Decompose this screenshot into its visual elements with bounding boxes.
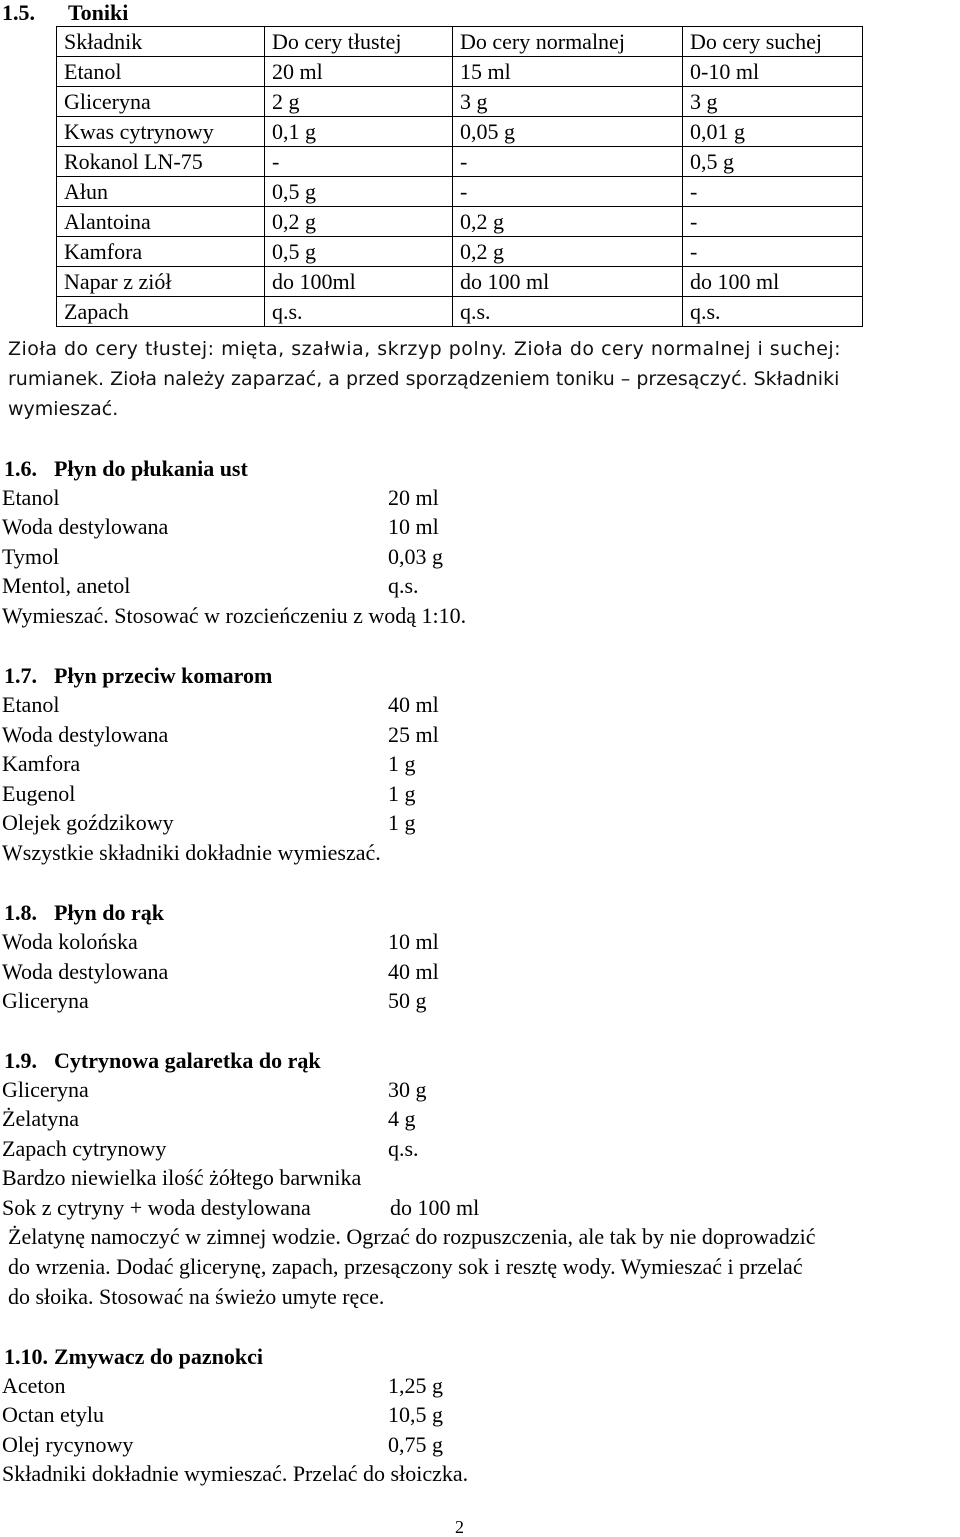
table-cell: Alantoina — [57, 207, 265, 237]
ingredient-name: Woda destylowana — [2, 959, 169, 984]
table-row — [57, 207, 863, 237]
ingredient-amount: 10 ml — [388, 514, 439, 539]
table-row — [57, 147, 863, 177]
table-cell: Kamfora — [57, 237, 265, 267]
ingredient-amount: 1 g — [388, 781, 416, 806]
table-cell: 3 g — [453, 87, 683, 117]
ingredient-name: Tymol — [2, 544, 60, 569]
section-note: Składniki dokładnie wymieszać. Przelać do słoiczka. — [2, 1461, 469, 1486]
ingredient-line: Bardzo niewielka ilość żółtego barwnika — [2, 1165, 362, 1190]
ingredient-amount: 50 g — [388, 988, 427, 1013]
ingredient-amount: 4 g — [388, 1106, 416, 1131]
toniki-note-line: Zioła do cery tłustej: mięta, szałwia, skrzyp polny. Zioła do cery normalnej i suchej: — [8, 338, 842, 360]
table-cell: do 100ml — [265, 267, 453, 297]
table-cell: Ałun — [57, 177, 265, 207]
ingredient-name: Gliceryna — [2, 988, 89, 1013]
table-row — [57, 297, 863, 327]
table-cell: - — [683, 207, 863, 237]
section-note-line: do wrzenia. Dodać glicerynę, zapach, przesączony sok i resztę wody. Wymieszać i przelać — [8, 1254, 803, 1279]
table-cell: 0,5 g — [265, 237, 453, 267]
section-1-7-number: 1.7. — [4, 663, 37, 688]
ingredient-name: Olejek goździkowy — [2, 810, 174, 835]
table-cell: Rokanol LN-75 — [57, 147, 265, 177]
table-cell: 0,2 g — [453, 207, 683, 237]
ingredient-name: Aceton — [2, 1373, 66, 1398]
ingredient-name: Gliceryna — [2, 1077, 89, 1102]
toniki-note-line: rumianek. Zioła należy zaparzać, a przed sporządzeniem toniku – przesączyć. Składniki — [8, 368, 840, 390]
table-cell: - — [265, 147, 453, 177]
table-header-cell: Do cery tłustej — [265, 27, 453, 57]
table-cell: 0,5 g — [683, 147, 863, 177]
ingredient-name: Żelatyna — [2, 1106, 79, 1131]
table-row — [57, 177, 863, 207]
table-row — [57, 117, 863, 147]
section-1-6-title: Płyn do płukania ust — [54, 456, 248, 481]
ingredient-amount: 1 g — [388, 810, 416, 835]
table-cell: 3 g — [683, 87, 863, 117]
ingredient-name: Sok z cytryny + woda destylowana — [2, 1195, 311, 1220]
table-cell: Napar z ziół — [57, 267, 265, 297]
section-1-8-title: Płyn do rąk — [54, 900, 165, 925]
table-cell: q.s. — [265, 297, 453, 327]
ingredient-name: Etanol — [2, 692, 60, 717]
toniki-table — [56, 26, 863, 327]
table-cell: 0,1 g — [265, 117, 453, 147]
table-cell: 15 ml — [453, 57, 683, 87]
section-1-9-number: 1.9. — [4, 1048, 37, 1073]
section-note-line: Żelatynę namoczyć w zimnej wodzie. Ogrzać do rozpuszczenia, ale tak by nie doprowadzić — [8, 1224, 816, 1249]
table-cell: 2 g — [265, 87, 453, 117]
table-cell: Etanol — [57, 57, 265, 87]
section-1-5-title: Toniki — [68, 0, 129, 25]
ingredient-amount: 40 ml — [388, 692, 439, 717]
table-header-row — [57, 27, 863, 57]
table-cell: 0,05 g — [453, 117, 683, 147]
table-cell: q.s. — [683, 297, 863, 327]
section-note: Wymieszać. Stosować w rozcieńczeniu z wodą 1:10. — [2, 603, 467, 628]
table-cell: - — [453, 147, 683, 177]
table-cell: q.s. — [453, 297, 683, 327]
ingredient-name: Zapach cytrynowy — [2, 1136, 167, 1161]
table-cell: 0-10 ml — [683, 57, 863, 87]
table-cell: 0,2 g — [265, 207, 453, 237]
section-1-8-number: 1.8. — [4, 900, 37, 925]
section-1-7-title: Płyn przeciw komarom — [54, 663, 273, 688]
section-1-9-title: Cytrynowa galaretka do rąk — [54, 1048, 321, 1073]
ingredient-name: Woda destylowana — [2, 514, 169, 539]
ingredient-name: Olej rycynowy — [2, 1432, 134, 1457]
table-cell: 0,2 g — [453, 237, 683, 267]
ingredient-name: Etanol — [2, 485, 60, 510]
section-note-line: do słoika. Stosować na świeżo umyte ręce. — [8, 1284, 385, 1309]
table-cell: do 100 ml — [683, 267, 863, 297]
table-row — [57, 237, 863, 267]
ingredient-amount: 10,5 g — [388, 1402, 443, 1427]
table-row — [57, 57, 863, 87]
section-1-10-title: Zmywacz do paznokci — [54, 1344, 263, 1369]
ingredient-name: Mentol, anetol — [2, 573, 131, 598]
table-cell: Zapach — [57, 297, 265, 327]
ingredient-amount: 30 g — [388, 1077, 427, 1102]
table-cell: Gliceryna — [57, 87, 265, 117]
table-row — [57, 87, 863, 117]
table-header-cell: Składnik — [57, 27, 265, 57]
table-row — [57, 267, 863, 297]
table-cell: - — [453, 177, 683, 207]
ingredient-name: Octan etylu — [2, 1402, 105, 1427]
ingredient-amount: 0,75 g — [388, 1432, 443, 1457]
section-note: Wszystkie składniki dokładnie wymieszać. — [2, 840, 381, 865]
ingredient-amount: 1 g — [388, 751, 416, 776]
ingredient-amount: q.s. — [388, 1136, 419, 1161]
table-header-cell: Do cery normalnej — [453, 27, 683, 57]
table-cell: Kwas cytrynowy — [57, 117, 265, 147]
page-number: 2 — [455, 1517, 464, 1537]
ingredient-amount: 40 ml — [388, 959, 439, 984]
section-1-10-number: 1.10. — [4, 1344, 48, 1369]
ingredient-amount: 20 ml — [388, 485, 439, 510]
table-cell: 0,01 g — [683, 117, 863, 147]
ingredient-amount: 0,03 g — [388, 544, 443, 569]
table-cell: - — [683, 177, 863, 207]
table-cell: 0,5 g — [265, 177, 453, 207]
ingredient-amount: q.s. — [388, 573, 419, 598]
section-1-6-number: 1.6. — [4, 456, 37, 481]
toniki-note-line: wymieszać. — [8, 398, 119, 420]
table-cell: - — [683, 237, 863, 267]
ingredient-name: Eugenol — [2, 781, 76, 806]
table-cell: 20 ml — [265, 57, 453, 87]
ingredient-amount: 10 ml — [388, 929, 439, 954]
ingredient-amount: do 100 ml — [390, 1195, 480, 1220]
table-cell: do 100 ml — [453, 267, 683, 297]
ingredient-name: Woda destylowana — [2, 722, 169, 747]
ingredient-amount: 25 ml — [388, 722, 439, 747]
table-header-cell: Do cery suchej — [683, 27, 863, 57]
section-1-5-number: 1.5. — [2, 0, 35, 25]
ingredient-amount: 1,25 g — [388, 1373, 443, 1398]
ingredient-name: Kamfora — [2, 751, 81, 776]
ingredient-name: Woda kolońska — [2, 929, 138, 954]
